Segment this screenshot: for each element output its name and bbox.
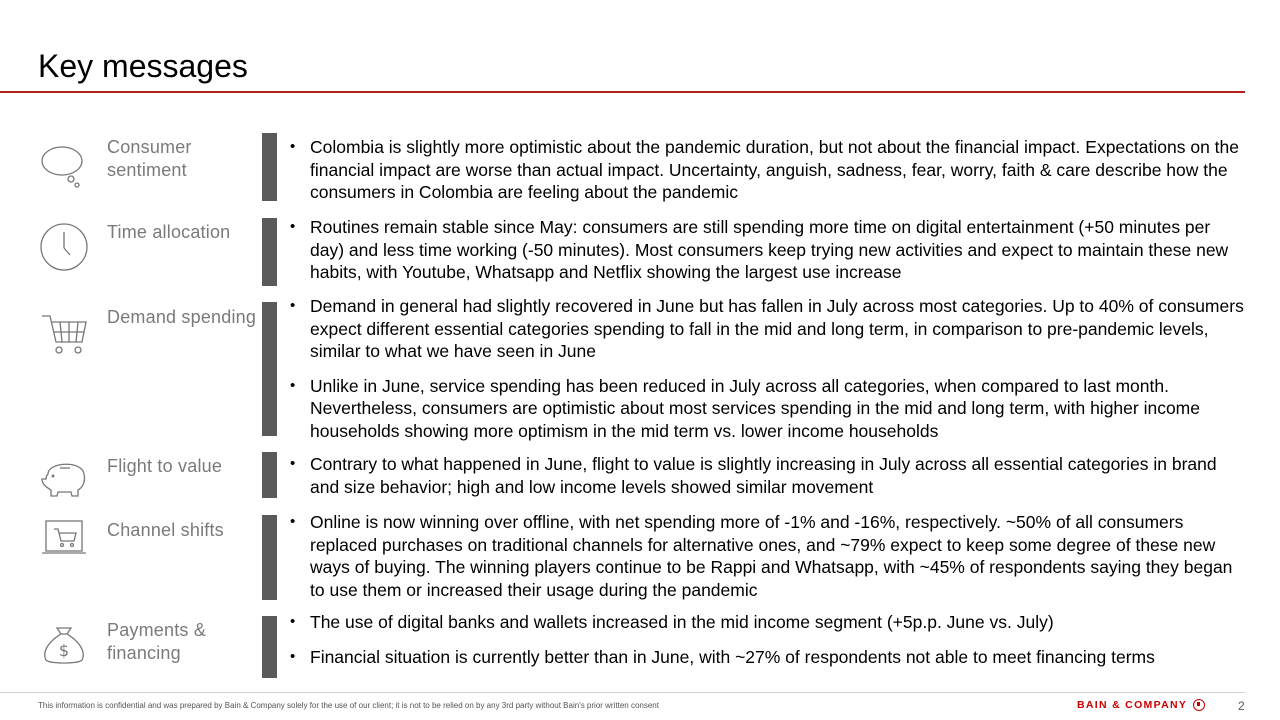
title-divider: [0, 91, 1245, 93]
section-bar: [262, 133, 277, 201]
section-label: Payments & financing: [107, 620, 207, 663]
section-bar: [262, 218, 277, 286]
section-label: Demand spending: [107, 307, 257, 327]
bullet-item: • Demand in general had slightly recovered in June but has fallen in July across most categories. Up to 40% of consumers expect different essential categories spending to fall in the mid and long term, in comparison to pre-pandemic levels, similar to what we have seen in June: [290, 295, 1245, 363]
confidentiality-disclaimer: This information is confidential and was prepared by Bain & Company solely for the use of our client; it is not to be relied on by any 3rd party without Bain's prior written consent: [38, 701, 659, 710]
section-bar: [262, 616, 277, 678]
bullet-list: [290, 453, 1245, 510]
bullet-list: [290, 511, 1245, 613]
section-label: Flight to value: [107, 456, 223, 476]
bullet-item: • Contrary to what happened in June, flight to value is slightly increasing in July across all essential categories in brand and size behavior; high and low income levels showed similar movement: [290, 453, 1245, 498]
section-bar: [262, 515, 277, 600]
bullet-item: • Unlike in June, service spending has been reduced in July across all categories, when compared to last month. Nevertheless, consumers are optimistic about most services spending in the mid and long term, with higher income households showing more optimism in the mid term vs. lower income households: [290, 375, 1245, 443]
speech-bubble-icon: [38, 139, 90, 191]
clock-icon: [38, 220, 90, 272]
bullet-list: [290, 136, 1245, 216]
page-number: 2: [1238, 699, 1245, 713]
shopping-cart-icon: [38, 308, 90, 360]
money-bag-icon: [38, 618, 90, 670]
svg-text:$: $: [58, 641, 70, 660]
section-label: Channel shifts: [107, 520, 224, 540]
section-label: Consumer sentiment: [107, 137, 192, 180]
section-label: Time allocation: [107, 222, 231, 242]
bullet-list: [290, 611, 1245, 680]
footer-divider: [0, 692, 1245, 693]
laptop-cart-icon: [38, 515, 90, 567]
bullet-list: [290, 295, 1245, 454]
bullet-item: • Online is now winning over offline, with net spending more of -1% and -16%, respectively. ~50% of all consumers replaced purchases on traditional channels for alternative ones, and ~79% expect to keep some degree of these new ways of buying. The winning players continue to be Rappi and Whatsapp, with ~45% of respondents saying they began to use them or increased their usage during the pandemic: [290, 511, 1245, 601]
piggy-bank-icon: [38, 452, 90, 504]
bullet-list: [290, 216, 1245, 296]
section-bar: [262, 302, 277, 436]
brand-name: BAIN & COMPANY: [1077, 699, 1188, 711]
page-title: Key messages: [38, 48, 248, 84]
brand-mark-icon: [1193, 699, 1205, 711]
brand-logo: [1077, 699, 1205, 711]
bullet-item: • Routines remain stable since May: consumers are still spending more time on digital entertainment (+50 minutes per day) and less time working (-50 minutes). Most consumers keep trying new activities and expect to maintain these new habits, with Youtube, Whatsapp and Netflix showing the largest use increase: [290, 216, 1245, 284]
bullet-item: • Financial situation is currently better than in June, with ~27% of respondents not able to meet financing terms: [290, 646, 1245, 669]
bullet-item: • The use of digital banks and wallets increased in the mid income segment (+5p.p. June vs. July): [290, 611, 1245, 634]
bullet-item: • Colombia is slightly more optimistic about the pandemic duration, but not about the financial impact. Expectations on the financial impact are worse than actual impact. Uncertainty, anguish, sadness, fear, worry, faith & care describe how the consumers in Colombia are feeling about the pandemic: [290, 136, 1245, 204]
section-bar: [262, 452, 277, 498]
